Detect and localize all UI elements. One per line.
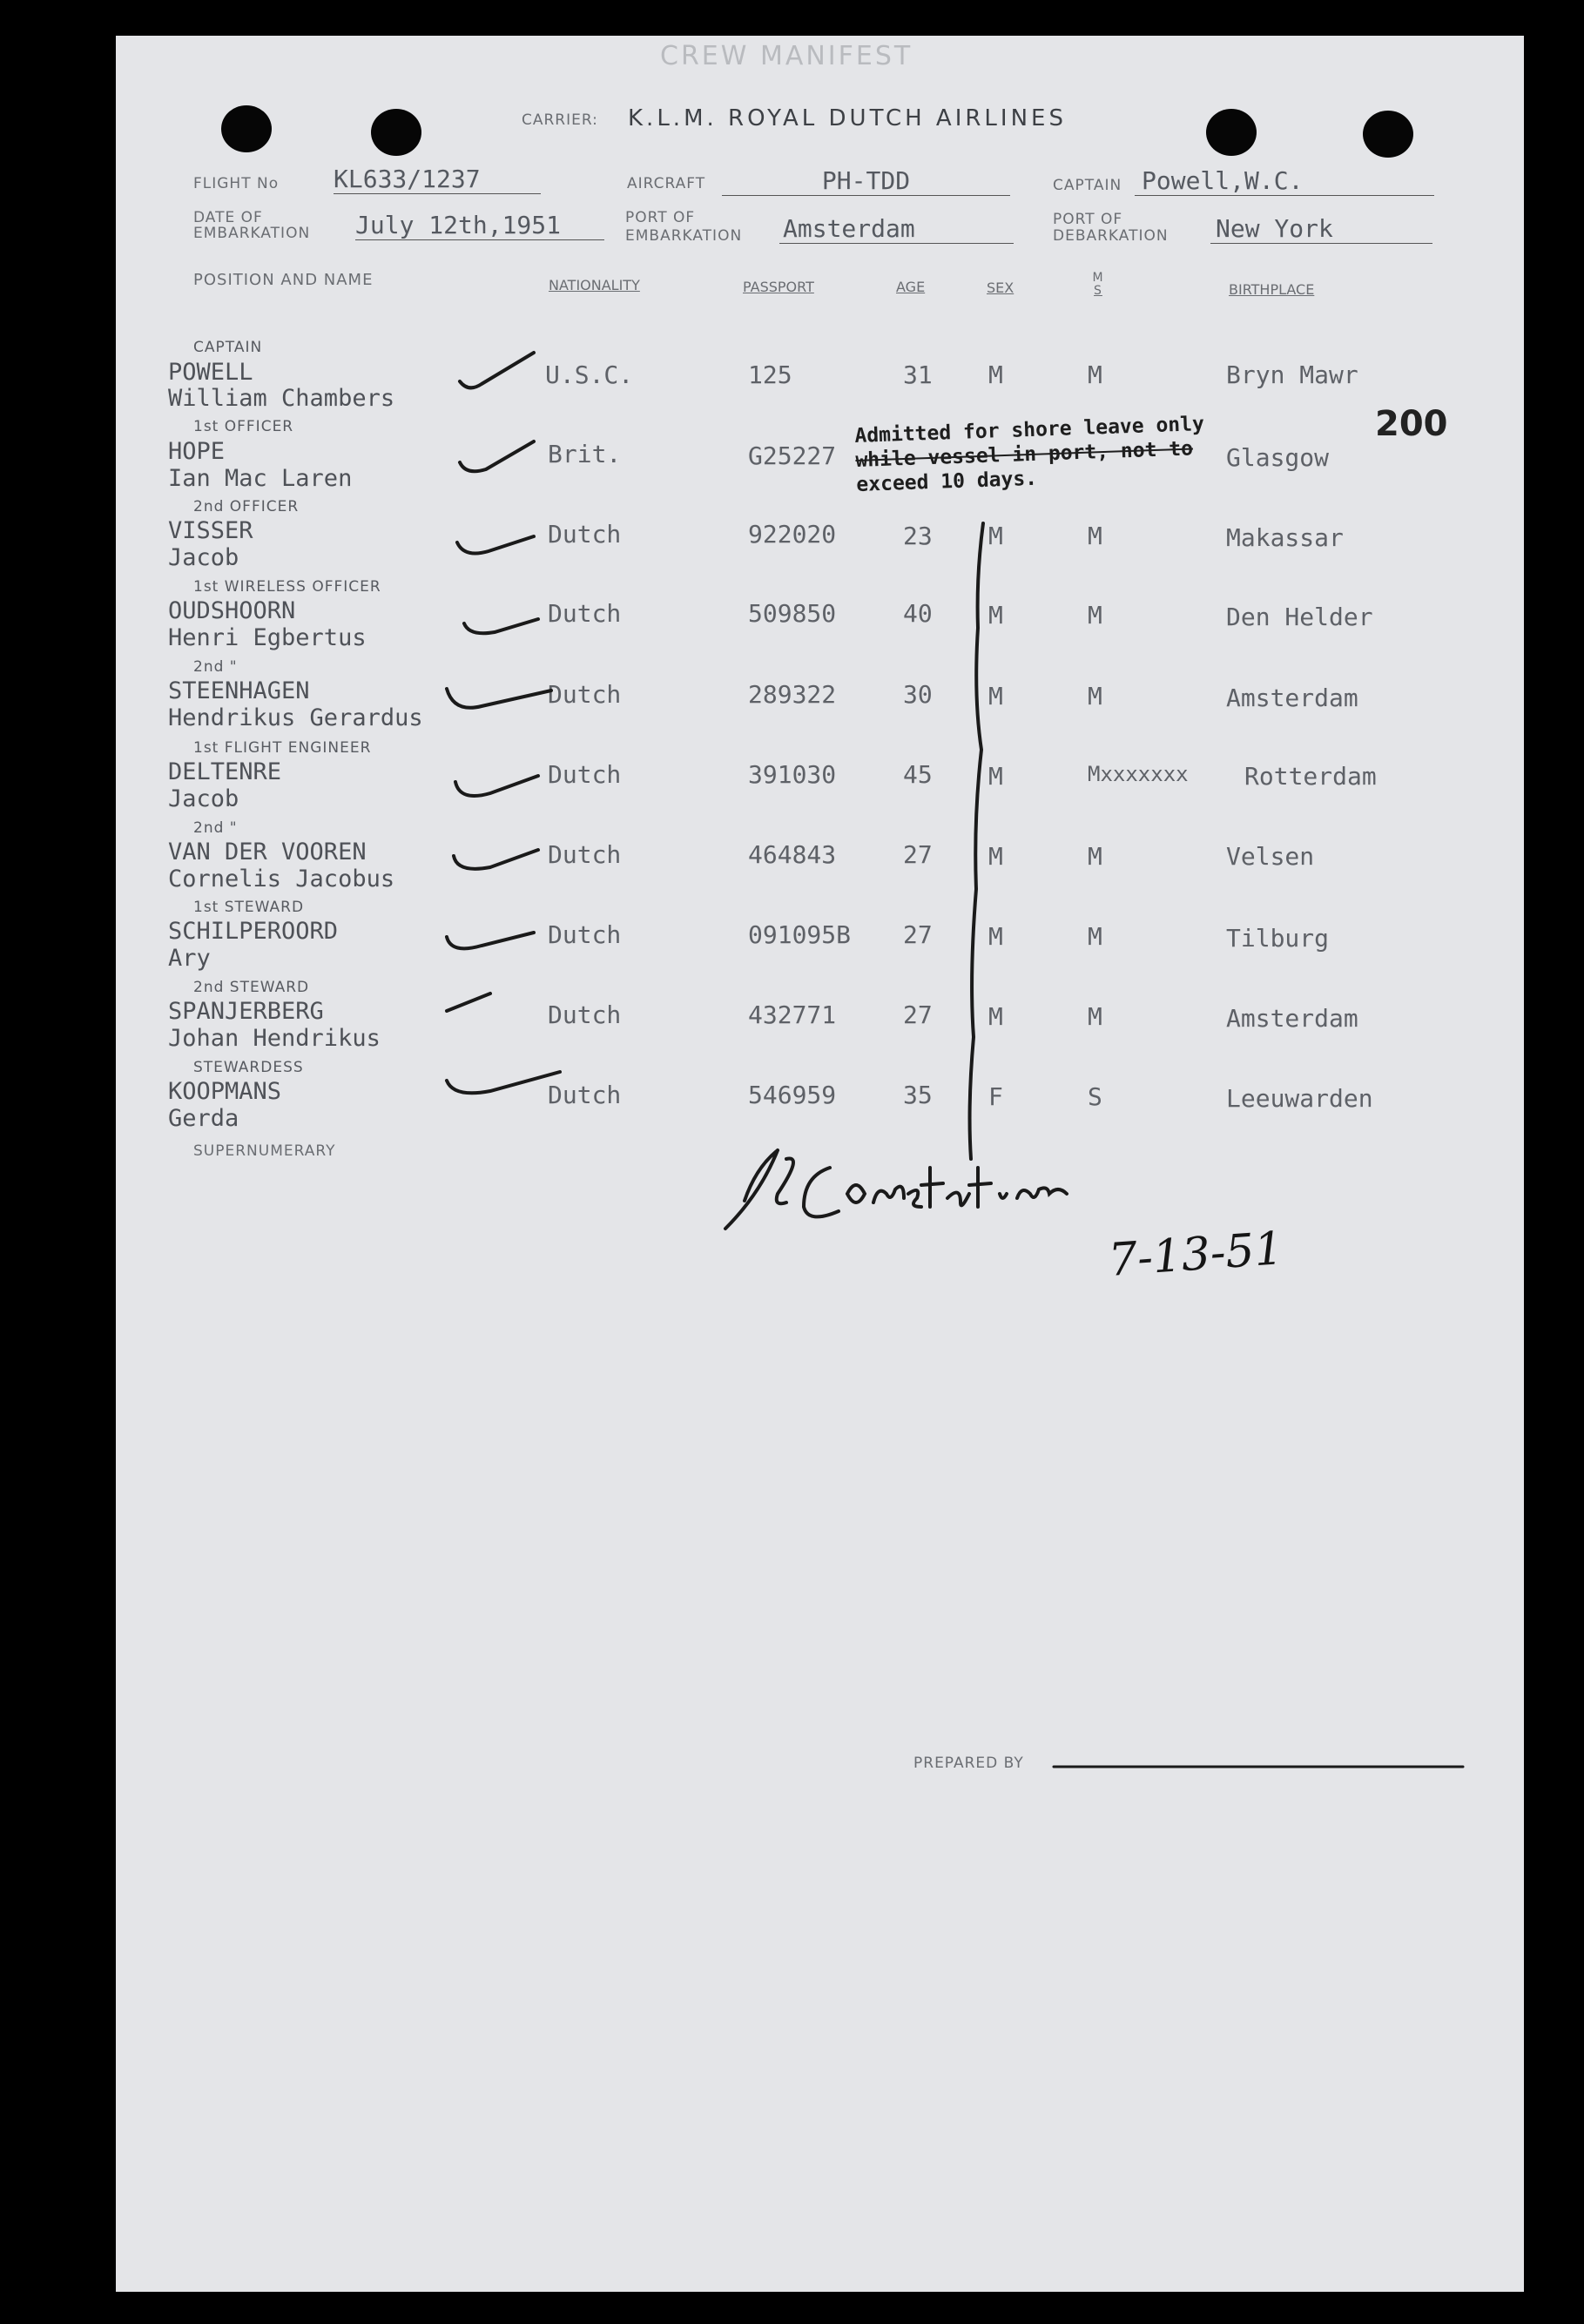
- crew-birthplace: Makassar: [1226, 523, 1344, 552]
- crew-sex: M: [988, 922, 1003, 951]
- crew-surname: SPANJERBERG: [168, 998, 324, 1025]
- crew-given-names: Hendrikus Gerardus: [168, 704, 423, 731]
- aircraft-registration: PH-TDD: [722, 166, 1010, 196]
- crew-birthplace: Leeuwarden: [1226, 1084, 1373, 1113]
- checkmark-icon: [460, 441, 534, 471]
- checkmark-icon: [454, 850, 538, 869]
- crew-given-names: Ian Mac Laren: [168, 465, 353, 492]
- crew-age: 27: [903, 840, 933, 869]
- crew-sex: M: [988, 1002, 1003, 1031]
- col-age: AGE: [896, 279, 926, 295]
- checkmark-icon: [447, 994, 490, 1011]
- crew-nationality: Dutch: [548, 1081, 622, 1109]
- crew-surname: DELTENRE: [168, 758, 282, 785]
- crew-position: STEWARDESS: [193, 1059, 304, 1076]
- crew-marital-status: M: [1088, 360, 1102, 389]
- crew-given-names: Johan Hendrikus: [168, 1025, 381, 1052]
- signature-date: 7-13-51: [1107, 1223, 1285, 1287]
- col-sex: SEX: [987, 280, 1014, 296]
- crew-surname: STEENHAGEN: [168, 677, 310, 704]
- flight-number: KL633/1237: [334, 165, 541, 194]
- bracket-line: [970, 523, 983, 1159]
- crew-birthplace: Tilburg: [1226, 924, 1330, 953]
- signature-name: [830, 1237, 837, 1238]
- crew-birthplace: Den Helder: [1226, 603, 1373, 631]
- crew-nationality: Dutch: [548, 760, 622, 789]
- crew-nationality: Dutch: [548, 520, 622, 549]
- crew-surname: VISSER: [168, 517, 253, 544]
- crew-position: 2nd ": [193, 658, 238, 676]
- crew-marital-status: M: [1088, 601, 1102, 630]
- manifest-sheet: [116, 36, 1524, 2292]
- crew-age: 40: [903, 599, 933, 628]
- crew-nationality: Dutch: [548, 1000, 622, 1029]
- checkmark-icon: [447, 933, 534, 948]
- date-label-1: DATE OF: [193, 209, 263, 226]
- checkmark-icon: [464, 619, 538, 633]
- col-passport: PASSPORT: [743, 279, 814, 295]
- signature-stroke: [804, 1168, 1067, 1216]
- port-debarkation-label-2: DEBARKATION: [1053, 227, 1169, 245]
- crew-position: 2nd STEWARD: [193, 979, 310, 996]
- crew-surname: POWELL: [168, 359, 253, 386]
- crew-passport: 922020: [748, 520, 837, 549]
- crew-passport: 432771: [748, 1000, 837, 1029]
- crew-marital-status: Mxxxxxxx: [1088, 762, 1189, 786]
- crew-position: 2nd OFFICER: [193, 498, 300, 515]
- crew-passport: 509850: [748, 599, 837, 628]
- crew-age: 35: [903, 1081, 933, 1109]
- crew-marital-status: M: [1088, 682, 1102, 711]
- crew-passport: 091095B: [748, 920, 852, 949]
- crew-sex: M: [988, 601, 1003, 630]
- crew-surname: VAN DER VOOREN: [168, 839, 367, 866]
- prepared-by-label: PREPARED BY: [913, 1755, 1024, 1772]
- crew-marital-status: M: [1088, 842, 1102, 871]
- port-debarkation-label-1: PORT OF: [1053, 211, 1123, 228]
- crew-sex: M: [988, 762, 1003, 791]
- crew-nationality: Dutch: [548, 840, 622, 869]
- crew-birthplace: Bryn Mawr: [1226, 360, 1358, 389]
- crew-position: 1st WIRELESS OFFICER: [193, 578, 381, 596]
- port-embarkation-label-2: EMBARKATION: [625, 227, 743, 245]
- crew-age: 45: [903, 760, 933, 789]
- crew-nationality: Brit.: [548, 440, 622, 468]
- crew-birthplace: Glasgow: [1226, 443, 1330, 472]
- page-number: 200: [1375, 404, 1448, 444]
- crew-nationality: Dutch: [548, 680, 622, 709]
- flight-label: FLIGHT No: [193, 175, 280, 192]
- crew-given-names: Cornelis Jacobus: [168, 866, 395, 893]
- checkmark-icon: [457, 536, 534, 553]
- checkmark-icon: [447, 689, 551, 708]
- crew-given-names: Gerda: [168, 1105, 239, 1132]
- port-embarkation: Amsterdam: [779, 214, 1014, 244]
- crew-position: 1st STEWARD: [193, 899, 305, 916]
- crew-age: 27: [903, 1000, 933, 1029]
- crew-surname: OUDSHOORN: [168, 597, 296, 624]
- checkmark-icon: [447, 1072, 560, 1093]
- crew-birthplace: Amsterdam: [1226, 684, 1358, 712]
- crew-position: CAPTAIN: [193, 339, 263, 356]
- signature-stroke: [725, 1150, 793, 1229]
- col-ms-bottom: S: [1094, 284, 1102, 298]
- captain-label: CAPTAIN: [1053, 177, 1122, 194]
- crew-nationality: Dutch: [548, 599, 622, 628]
- crew-position: 2nd ": [193, 819, 238, 837]
- crew-given-names: Jacob: [168, 785, 239, 812]
- stamp-line-2: while vessel in port, not to: [855, 437, 1194, 472]
- captain-name: Powell,W.C.: [1135, 166, 1434, 196]
- manifest-title: CREW MANIFEST: [660, 41, 913, 71]
- crew-birthplace: Rotterdam: [1244, 762, 1377, 791]
- crew-surname: HOPE: [168, 438, 226, 465]
- col-birthplace: BIRTHPLACE: [1229, 281, 1315, 298]
- supernumerary-label: SUPERNUMERARY: [193, 1142, 336, 1160]
- crew-age: 23: [903, 522, 933, 550]
- col-nationality: NATIONALITY: [549, 277, 640, 293]
- crew-passport: G25227: [748, 441, 837, 470]
- crew-given-names: Henri Egbertus: [168, 624, 367, 651]
- crew-given-names: Jacob: [168, 544, 239, 571]
- crew-age: 27: [903, 920, 933, 949]
- crew-nationality: U.S.C.: [545, 360, 634, 389]
- crew-surname: KOOPMANS: [168, 1078, 282, 1105]
- stamp-line-1: Admitted for shore leave only: [854, 412, 1205, 448]
- crew-sex: M: [988, 842, 1003, 871]
- port-debarkation: New York: [1210, 214, 1432, 244]
- crew-sex: M: [988, 522, 1003, 550]
- crew-nationality: Dutch: [548, 920, 622, 949]
- col-ms-top: M: [1092, 271, 1104, 285]
- checkmark-icon: [460, 353, 534, 387]
- crew-position: 1st OFFICER: [193, 418, 294, 435]
- port-embarkation-label-1: PORT OF: [625, 209, 696, 226]
- crew-passport: 391030: [748, 760, 837, 789]
- carrier-name: K.L.M. ROYAL DUTCH AIRLINES: [628, 105, 1067, 131]
- aircraft-label: AIRCRAFT: [627, 175, 706, 192]
- crew-birthplace: Velsen: [1226, 842, 1315, 871]
- stamp-line-3: exceed 10 days.: [855, 467, 1038, 496]
- crew-given-names: William Chambers: [168, 385, 395, 412]
- crew-surname: SCHILPEROORD: [168, 918, 339, 945]
- crew-sex: M: [988, 682, 1003, 711]
- crew-marital-status: M: [1088, 922, 1102, 951]
- crew-position: 1st FLIGHT ENGINEER: [193, 739, 372, 757]
- date-label-2: EMBARKATION: [193, 225, 311, 242]
- crew-age: 31: [903, 360, 933, 389]
- carrier-label: CARRIER:: [522, 111, 598, 129]
- crew-marital-status: M: [1088, 1002, 1102, 1031]
- col-position: POSITION AND NAME: [193, 271, 374, 289]
- crew-sex: F: [988, 1082, 1003, 1111]
- crew-sex: M: [988, 360, 1003, 389]
- crew-marital-status: S: [1088, 1082, 1102, 1111]
- crew-age: 30: [903, 680, 933, 709]
- handwriting-layer: [116, 36, 1524, 2292]
- crew-marital-status: M: [1088, 522, 1102, 550]
- crew-passport: 464843: [748, 840, 837, 869]
- crew-birthplace: Amsterdam: [1226, 1004, 1358, 1033]
- embarkation-date: July 12th,1951: [355, 211, 604, 240]
- crew-passport: 546959: [748, 1081, 837, 1109]
- crew-given-names: Ary: [168, 945, 211, 972]
- checkmark-icon: [455, 776, 538, 796]
- crew-passport: 289322: [748, 680, 837, 709]
- crew-passport: 125: [748, 360, 792, 389]
